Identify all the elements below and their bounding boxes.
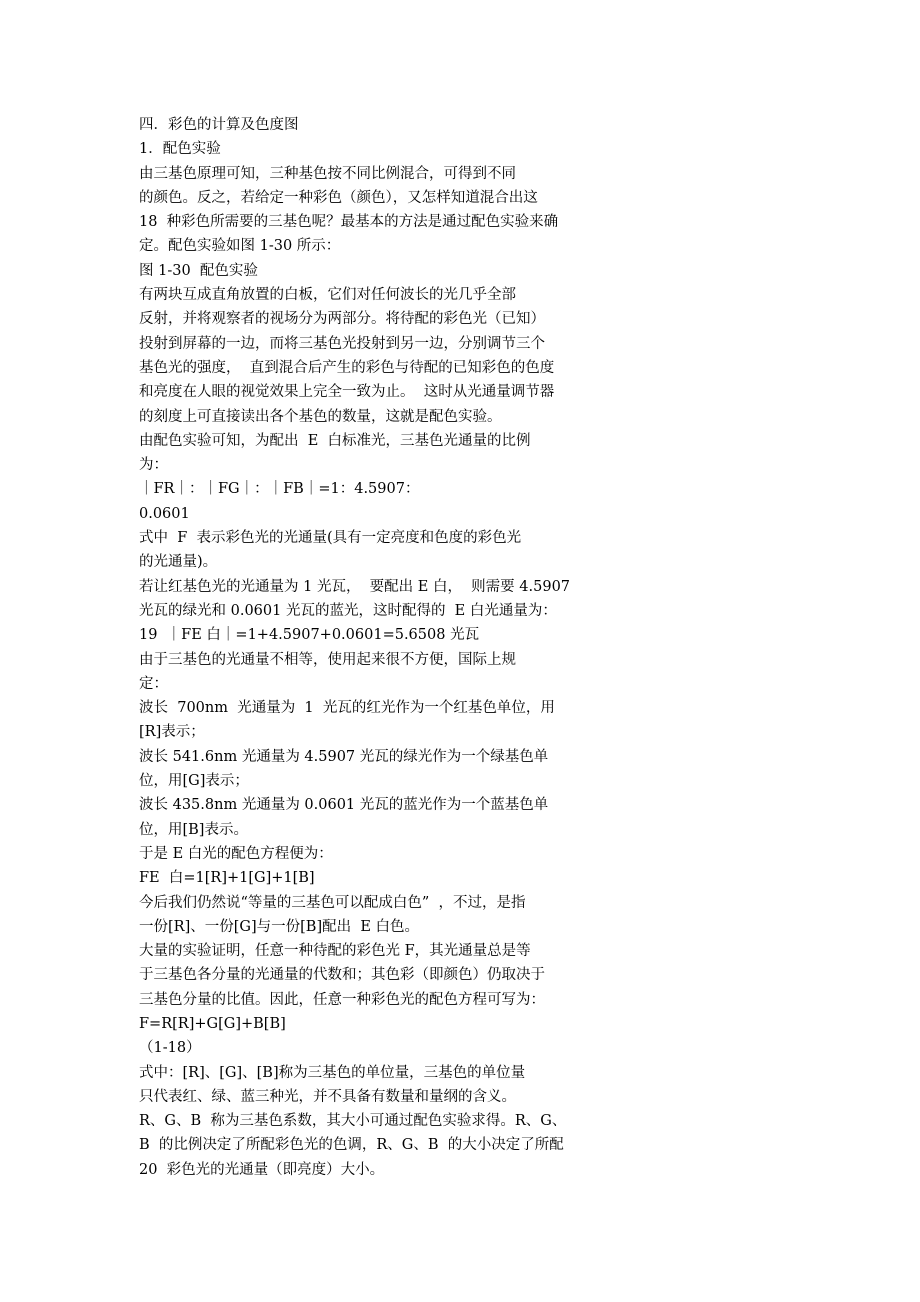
text-line: 位，用[G]表示； (139, 773, 249, 790)
text-line: 的颜色。反之，若给定一种彩色（颜色），又怎样知道混合出这 (139, 189, 538, 206)
text-line: 今后我们仍然说“等量的三基色可以配成白色” ，不过，是指 (139, 894, 526, 911)
text-line: 有两块互成直角放置的白板，它们对任何波长的光几乎全部 (139, 287, 516, 304)
equation-line: FE 白=1[R]+1[G]+1[B] (139, 870, 315, 887)
subsection-heading: 1．配色实验 (139, 141, 221, 158)
text-line: 18 种彩色所需要的三基色呢？最基本的方法是通过配色实验来确 (139, 214, 559, 231)
text-line: 的光通量)。 (139, 554, 218, 571)
text-line: 光瓦的绿光和 0.0601 光瓦的蓝光，这时配得的 E 白光通量为： (139, 602, 557, 619)
text-line: 投射到屏幕的一边，而将三基色光投射到另一边，分别调节三个 (139, 335, 545, 352)
text-line: 由于三基色的光通量不相等，使用起来很不方便，国际上规 (139, 651, 516, 668)
text-line: 只代表红、绿、蓝三种光，并不具备有数量和量纲的含义。 (139, 1088, 516, 1105)
text-line: 由三基色原理可知，三种基色按不同比例混合，可得到不同 (139, 165, 516, 182)
text-line: 于是 E 白光的配色方程便为： (139, 845, 333, 862)
text-line: 于三基色各分量的光通量的代数和；其色彩（即颜色）仍取决于 (139, 967, 545, 984)
text-line: 由配色实验可知，为配出 E 白标准光，三基色光通量的比例 (139, 432, 531, 449)
text-line: 一份[R]、一份[G]与一份[B]配出 E 白色。 (139, 918, 420, 935)
text-line: 波长 700nm 光通量为 1 光瓦的红光作为一个红基色单位，用 (139, 700, 555, 717)
section-heading: 四．彩色的计算及色度图 (139, 117, 299, 133)
text-line: 大量的实验证明，任意一种待配的彩色光 F，其光通量总是等 (139, 943, 531, 960)
text-line: 式中 F 表示彩色光的光通量(具有一定亮度和色度的彩色光 (139, 530, 522, 547)
text-line: 的刻度上可直接读出各个基色的数量，这就是配色实验。 (139, 408, 502, 425)
text-line: 20 彩色光的光通量（即亮度）大小。 (139, 1161, 385, 1178)
equation-number: （1-18） (139, 1040, 201, 1057)
equation-line: 19 ｜FE 白｜=1+4.5907+0.0601=5.6508 光瓦 (139, 627, 480, 644)
text-line: B 的比例决定了所配彩色光的色调，R、G、B 的大小决定了所配 (139, 1137, 564, 1154)
text-line: 定。配色实验如图 1-30 所示： (139, 238, 341, 255)
equation-line: ｜FR｜：｜FG｜：｜FB｜=1：4.5907： (139, 481, 420, 498)
text-line: 基色光的强度， 直到混合后产生的彩色与待配的已知彩色的色度 (139, 359, 555, 376)
text-line: 为： (139, 457, 168, 474)
equation-line: 0.0601 (139, 505, 190, 522)
text-line: 定： (139, 675, 168, 692)
equation-line: F=R[R]+G[G]+B[B] (139, 1015, 286, 1032)
text-line: R、G、B 称为三基色系数，其大小可通过配色实验求得。R、G、 (139, 1113, 567, 1130)
figure-caption: 图 1-30 配色实验 (139, 262, 258, 279)
text-line: 式中：[R]、[G]、[B]称为三基色的单位量，三基色的单位量 (139, 1064, 526, 1081)
text-line: 波长 541.6nm 光通量为 4.5907 光瓦的绿光作为一个绿基色单 (139, 748, 549, 765)
text-line: 和亮度在人眼的视觉效果上完全一致为止。 这时从光通量调节器 (139, 384, 555, 401)
text-line: 反射，并将观察者的视场分为两部分。将待配的彩色光（已知） (139, 311, 545, 328)
text-line: [R]表示； (139, 724, 205, 741)
text-line: 三基色分量的比值。因此，任意一种彩色光的配色方程可写为： (139, 991, 545, 1008)
document-text-block (139, 113, 619, 1182)
text-line: 波长 435.8nm 光通量为 0.0601 光瓦的蓝光作为一个蓝基色单 (139, 797, 549, 814)
text-line: 位，用[B]表示。 (139, 821, 248, 838)
text-line: 若让红基色光的光通量为 1 光瓦， 要配出 E 白， 则需要 4.5907 (139, 578, 571, 595)
